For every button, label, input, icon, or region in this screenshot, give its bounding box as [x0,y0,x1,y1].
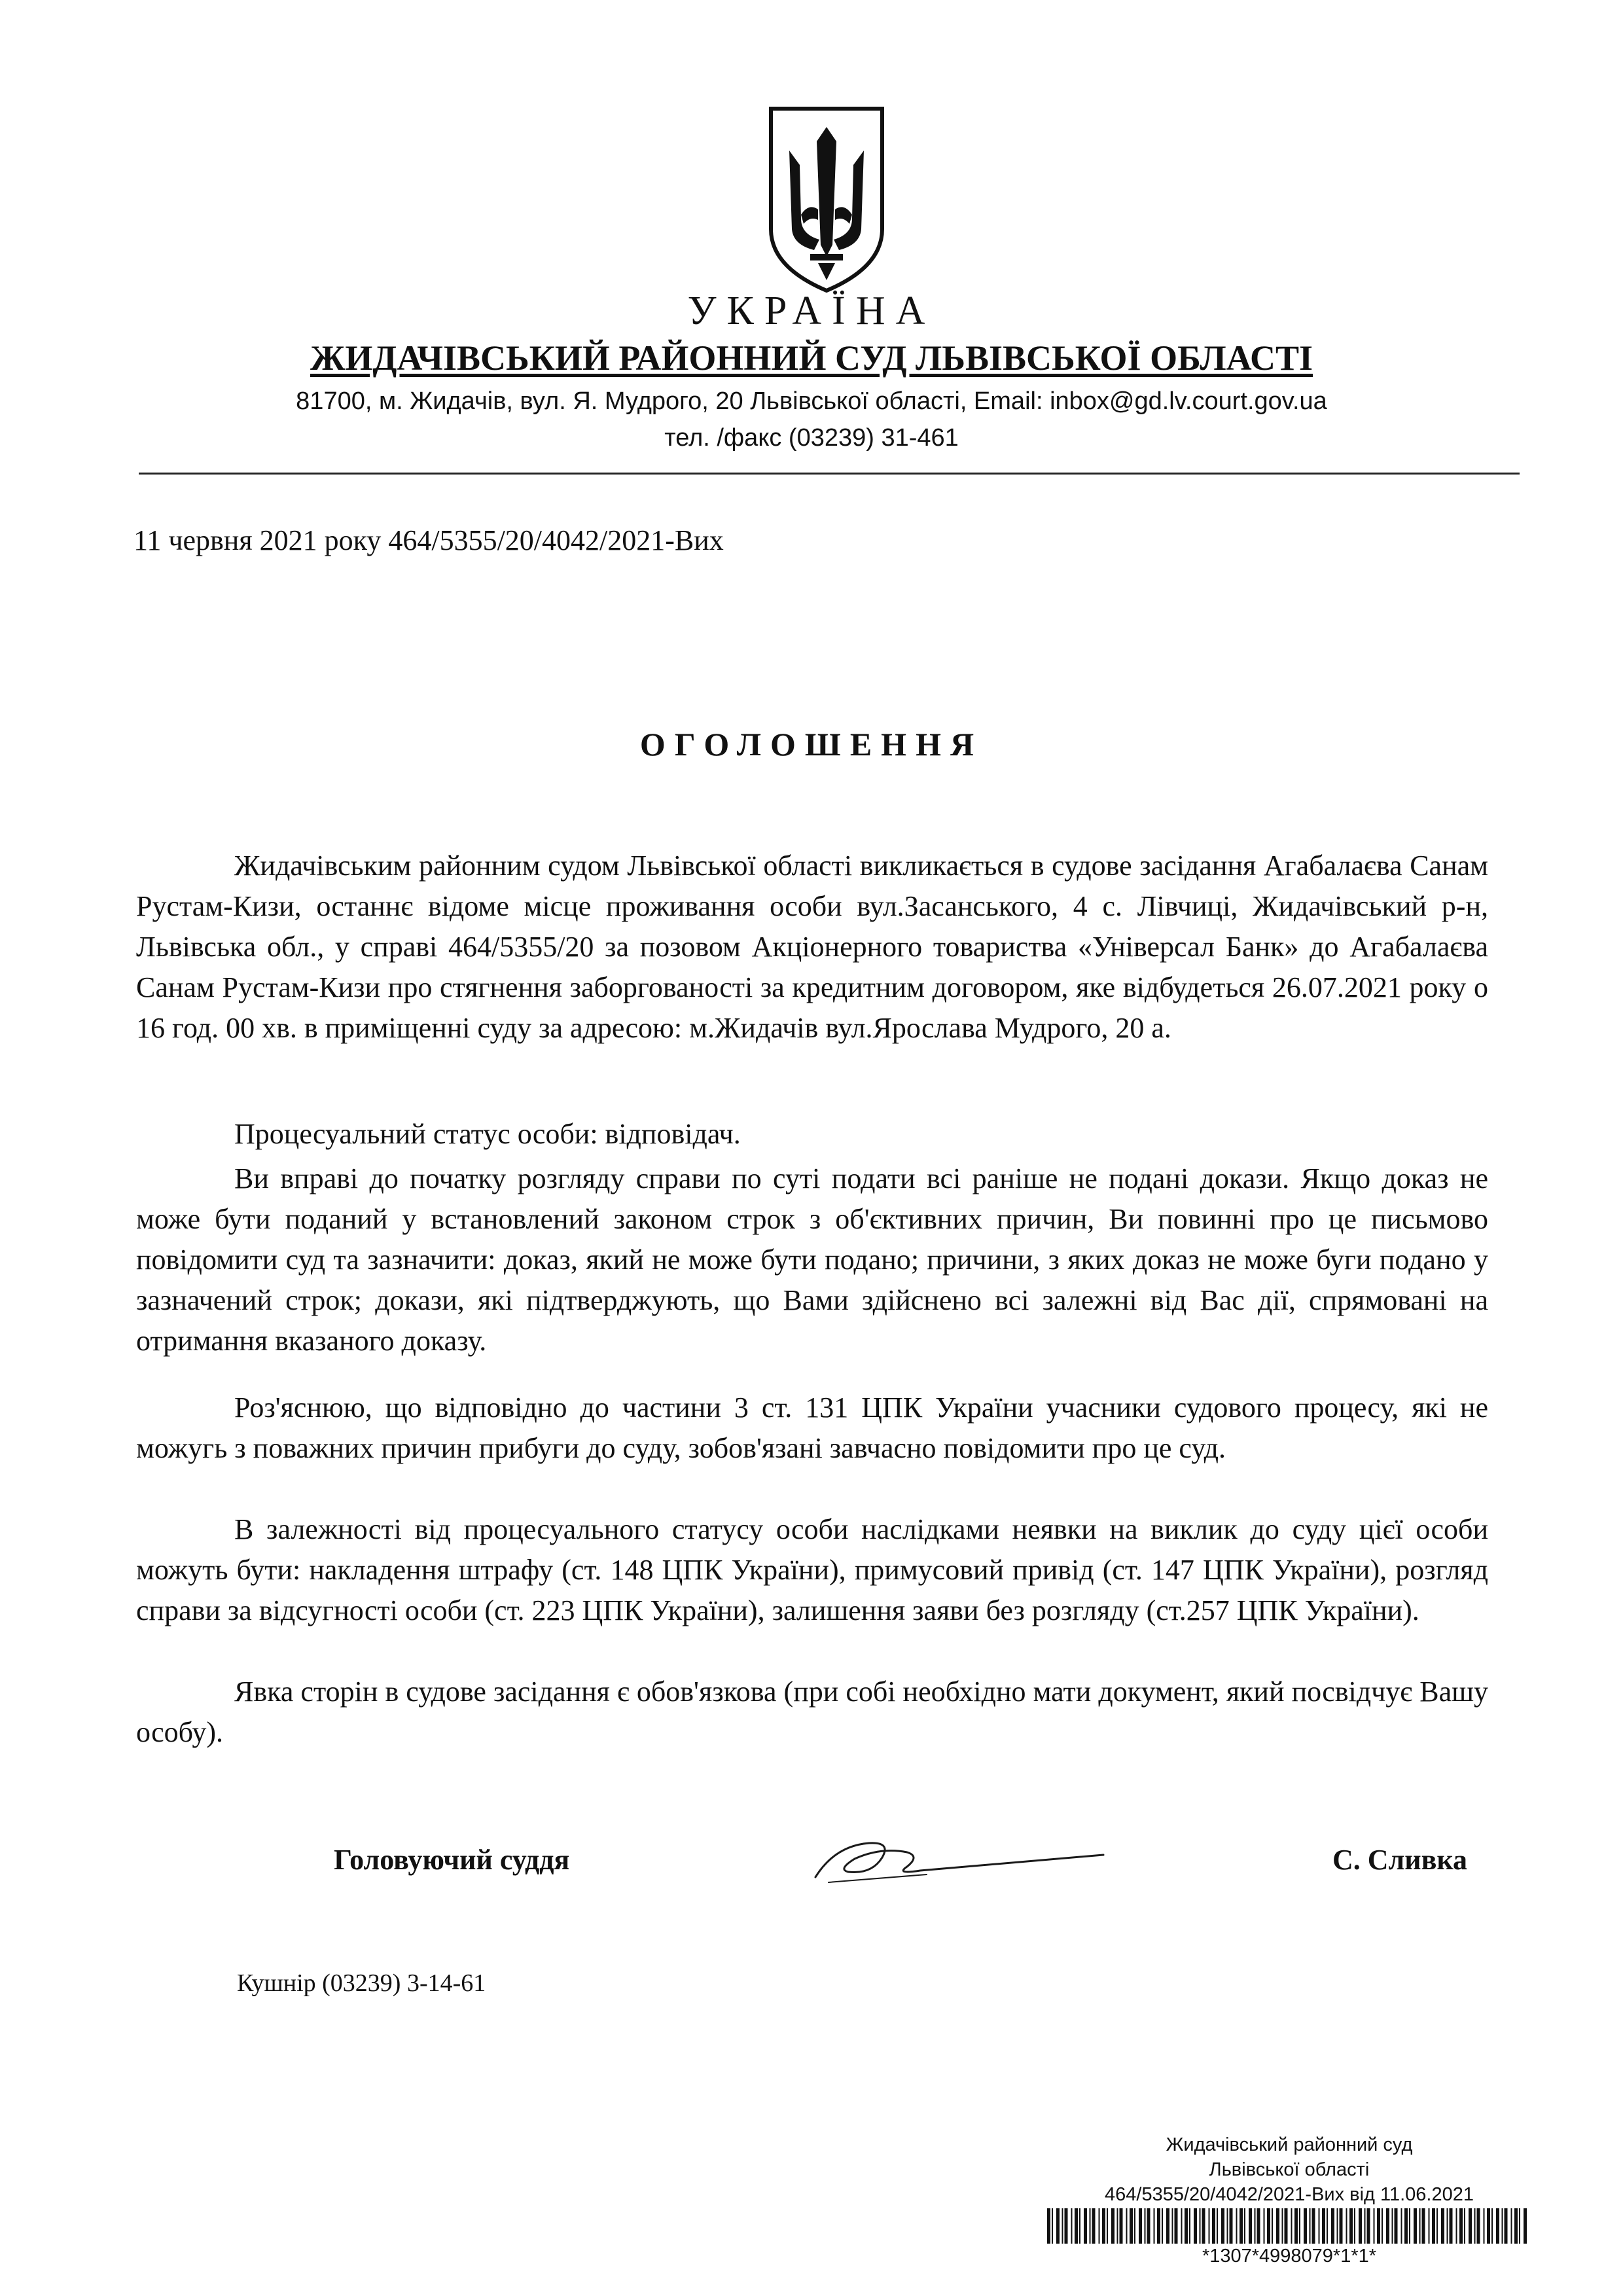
barcode-bar [1505,2208,1508,2244]
barcode-bar [1185,2208,1188,2244]
barcode-bar [1364,2208,1366,2244]
barcode-bar [1432,2208,1435,2244]
country-name: УКРАЇНА [687,289,936,333]
paragraph-summons: Жидачівським районним судом Львівської області викликається в судове засідання Агабалаєва Санам Рустам-Кизи, останнє відоме місце проживання особи вул.Засанського, 4 с. Лівчиці, Жидачівський р-н, Львівська обл., у справі 464/5355/20 за позовом Акціонерного товариства «Універсал Банк» до Агабалаєва Санам Рустам-Кизи про стягнення заборгованості за кредитним договором, яке відбудеться 26.07.2021 року о 16 год. 00 хв. в приміщенні суду за адресою: м.Жидачів вул.Ярослава Мудрого, 20 а. [136,850,1488,1044]
barcode-bar [1382,2208,1383,2244]
barcode-bar [1166,2208,1169,2244]
barcode-bar [1409,2208,1410,2244]
judge-signature [809,1820,1110,1892]
barcode-bar [1294,2208,1298,2244]
barcode-bar [1117,2208,1118,2244]
barcode-bar [1227,2208,1228,2244]
barcode-bar [1491,2208,1493,2244]
barcode-bar [1511,2208,1512,2244]
paragraph-consequences: В залежності від процесуального статусу особи наслідками неявки на виклик до суду цієї особи можуть бути: накладення штрафу (ст. 148 ЦПК України), примусовий привід (ст. 147 ЦПК України), розгляд справи за відсугності особи (ст. 223 ЦПК України), залишення заяви без розгляду (ст.257 ЦПК України). [136,1513,1488,1626]
barcode-bar [1496,2208,1499,2244]
registration-stamp [1047,2132,1531,2269]
barcode-bar [1414,2208,1417,2244]
barcode-bar [1419,2208,1421,2244]
barcode-bar [1120,2208,1123,2244]
tryzub-emblem-icon [767,105,886,295]
barcode-bar [1464,2208,1465,2244]
barcode-bar [1052,2208,1053,2244]
barcode-bar [1429,2208,1430,2244]
court-phone: тел. /факс (03239) 31-461 [664,424,959,452]
barcode-bar [1264,2208,1265,2244]
barcode-bar [1130,2208,1133,2244]
court-name: ЖИДАЧІВСЬКИЙ РАЙОННИЙ СУД ЛЬВІВСЬКОЇ ОБЛАСТІ [310,338,1313,378]
barcode-bar [1285,2208,1288,2244]
barcode-bar [1071,2208,1073,2244]
barcode-bar [1240,2208,1243,2244]
barcode-bar [1212,2208,1215,2244]
barcode-bar [1267,2208,1270,2244]
barcode-bar [1469,2208,1472,2244]
barcode-bar [1401,2208,1402,2244]
barcode-bar [1236,2208,1238,2244]
barcode-text: *1307*4998079*1*1* [1202,2246,1377,2267]
barcode-bar [1484,2208,1485,2244]
barcode-bar [1514,2208,1518,2244]
barcode-bar [1175,2208,1178,2244]
barcode-bar [1126,2208,1128,2244]
barcode-bar [1386,2208,1389,2244]
barcode-bar [1441,2208,1444,2244]
judge-name: С. Сливка [1332,1844,1468,1876]
stamp-court-name: Жидачівський районний суд [1166,2134,1413,2155]
barcode-bar [1062,2208,1063,2244]
paragraph-attendance: Явка сторін в судове засідання є обов'язкова (при собі необхідно мати документ, який посвідчує Вашу особу). [136,1676,1488,1748]
header-divider [139,473,1520,475]
barcode-bar [1189,2208,1190,2244]
barcode-bar [1084,2208,1087,2244]
barcode-bar [1447,2208,1448,2244]
barcode-bar [1047,2208,1050,2244]
barcode-bar [1181,2208,1183,2244]
barcode-bar [1436,2208,1438,2244]
barcode-bar [1134,2208,1135,2244]
barcode-bar [1255,2208,1256,2244]
barcode-bar [1331,2208,1334,2244]
judge-position: Головуючий суддя [334,1844,570,1876]
barcode-bar [1392,2208,1393,2244]
barcode-bar [1065,2208,1068,2244]
barcode-bar [1354,2208,1355,2244]
barcode-bar [1337,2208,1338,2244]
barcode-bar [1111,2208,1115,2244]
barcode-bar [1319,2208,1320,2244]
barcode-bar [1374,2208,1375,2244]
barcode-bar [1450,2208,1453,2244]
barcode-bar [1312,2208,1315,2244]
barcode-bar [1090,2208,1091,2244]
barcode-bar [1079,2208,1080,2244]
barcode-bar [1304,2208,1307,2244]
barcode-bar [1200,2208,1201,2244]
barcode-bar [1299,2208,1300,2244]
barcode-bar [1502,2208,1503,2244]
barcode-bar [1519,2208,1520,2244]
paragraph-procedural-status: Процесуальний статус особи: відповідач. [234,1118,741,1150]
barcode-bar [1395,2208,1398,2244]
barcode-bar [1459,2208,1463,2244]
outgoing-reference: 11 червня 2021 року 464/5355/20/4042/2021-Вих [134,524,724,556]
barcode-bar [1147,2208,1150,2244]
barcode-bar [1310,2208,1311,2244]
barcode-bar [1291,2208,1293,2244]
barcode-bar [1244,2208,1245,2244]
barcode-bar [1477,2208,1480,2244]
barcode-bar [1422,2208,1425,2244]
barcode-bar [1221,2208,1224,2244]
barcode-bar [1139,2208,1142,2244]
barcode-bar [1154,2208,1155,2244]
barcode-bar [1456,2208,1457,2244]
barcode-bar [1194,2208,1197,2244]
barcode-bar [1327,2208,1328,2244]
barcode-bar [1075,2208,1078,2244]
barcode-bar [1272,2208,1273,2244]
barcode-bar [1282,2208,1283,2244]
paragraph-evidence: Ви вправі до початку розгляду справи по суті подати всі раніше не подані докази. Якщо доказ не може бути поданий у встановлений законом строк з об'єктивних причин, Ви повинні про це письмово повідомити суд та зазначити: доказ, який не може бути подано; причини, з яких доказ не може буги подано у зазначений строк; докази, які підтверджують, що Вами здійснено всі залежні від Вас дії, спрямовані на отримання вказаного доказу. [136,1162,1488,1357]
barcode-bar [1157,2208,1160,2244]
barcode-bar [1092,2208,1096,2244]
barcode-bar [1107,2208,1108,2244]
barcode-bar [1172,2208,1173,2244]
barcode-bar [1322,2208,1325,2244]
barcode-icon [1047,2208,1531,2244]
barcode-bar [1359,2208,1362,2244]
barcode-bar [1202,2208,1205,2244]
barcode-bar [1276,2208,1279,2244]
executor-contact: Кушнір (03239) 3-14-61 [237,1969,486,1997]
barcode-bar [1377,2208,1380,2244]
barcode-bar [1349,2208,1353,2244]
stamp-reference: 464/5355/20/4042/2021-Вих від 11.06.2021 [1105,2184,1474,2205]
barcode-bar [1257,2208,1260,2244]
barcode-bar [1367,2208,1370,2244]
barcode-bar [1145,2208,1146,2244]
notice-title: ОГОЛОШЕННЯ [639,726,984,762]
barcode-bar [1209,2208,1210,2244]
barcode-bar [1404,2208,1408,2244]
barcode-bar [1474,2208,1476,2244]
stamp-region: Львівської області [1209,2159,1370,2180]
barcode-bar [1056,2208,1060,2244]
barcode-bar [1346,2208,1347,2244]
barcode-bar [1487,2208,1490,2244]
barcode-bar [1102,2208,1105,2244]
paragraph-absence-notice: Роз'яснюю, що відповідно до частини 3 ст. 131 ЦПК України учасники судового процесу, які не можугь з поважних причин прибуги до суду, зобов'язані завчасно повідомити про це суд. [136,1391,1488,1464]
barcode-bar [1249,2208,1252,2244]
barcode-bar [1524,2208,1527,2244]
barcode-bar [1340,2208,1343,2244]
barcode-bar [1099,2208,1100,2244]
barcode-bar [1230,2208,1233,2244]
barcode-bar [1162,2208,1163,2244]
court-address: 81700, м. Жидачів, вул. Я. Мудрого, 20 Львівської області, Email: inbox@gd.lv.court.gov.ua [296,387,1327,415]
barcode-bar [1217,2208,1218,2244]
